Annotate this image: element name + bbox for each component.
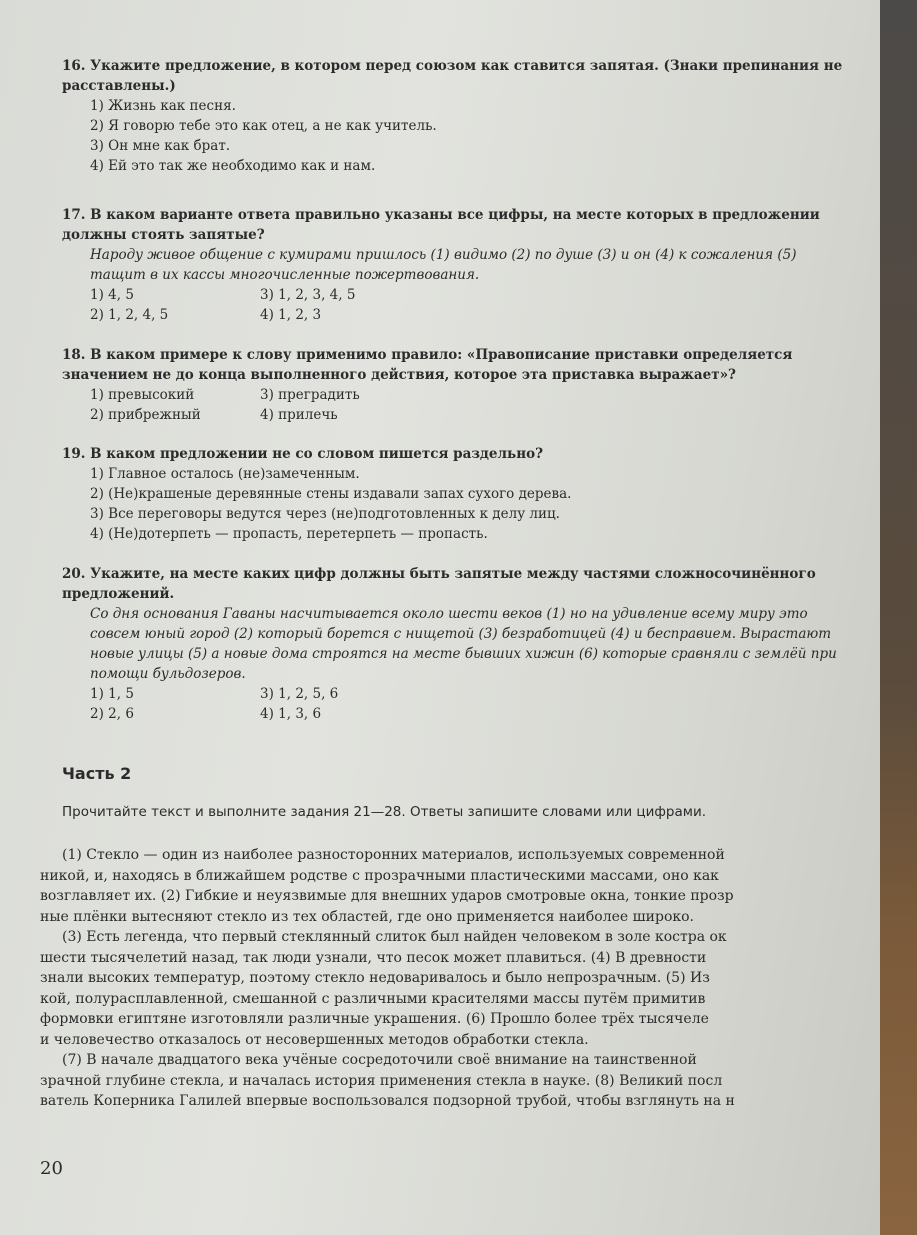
question-18-option-3: 3) преградить (260, 387, 360, 403)
question-18-head: 18. В каком примере к слову применимо правило: «Правописание приставки определяется значением не до конца выполненного действия, которое эта приставка выражает»? (62, 347, 793, 383)
question-17-option-4: 4) 1, 2, 3 (260, 307, 322, 323)
text-line: и человечество отказалось от несовершенных методов обработки стекла. (40, 1031, 589, 1048)
question-18-option-1: 1) превысокий (90, 387, 195, 403)
question-16-option-2: 2) Я говорю тебе это как отец, а не как учитель. (90, 118, 437, 134)
text-line: (7) В начале двадцатого века учёные сосредоточили своё внимание на таинственной (62, 1052, 697, 1068)
question-17-sentence: Народу живое общение с кумирами пришлось (1) видимо (2) по душе (3) и он (4) к сожаления (5) тащит в их кассы многочисленные пожертвования. (90, 247, 797, 283)
question-19-head: 19. В каком предложении не со словом пишется раздельно? (62, 446, 543, 462)
question-16-option-3: 3) Он мне как брат. (90, 138, 231, 154)
question-18-options (62, 385, 852, 425)
question-16-option-4: 4) Ей это так же необходимо как и нам. (90, 158, 376, 174)
text-line: кой, полурасплавленной, смешанной с различными красителями массы путём примитив (40, 990, 706, 1007)
question-17-options (62, 285, 852, 325)
question-16 (62, 56, 852, 176)
text-line: знали высоких температур, поэтому стекло недоваривалось и было непрозрачным. (5) Из (40, 970, 710, 986)
text-line: формовки египтяне изготовляли различные украшения. (6) Прошло более трёх тысячеле (40, 1011, 709, 1027)
text-line: возглавляет их. (2) Гибкие и неуязвимые для внешних ударов смотровые окна, тонкие прозр (40, 888, 734, 904)
question-17-option-1: 1) 4, 5 (90, 287, 134, 303)
question-20-option-4: 4) 1, 3, 6 (260, 706, 322, 722)
question-16-option-1: 1) Жизнь как песня. (90, 98, 236, 114)
question-20-sentence: Со дня основания Гаваны насчитывается около шести веков (1) но на удивление всему миру это совсем юный город (2) который борется с нищетой (3) безработицей (4) и бесправием. Вырастают новые улицы (5) а новые дома строятся на месте бывших хижин (6) которые сравняли с землёй при помощи бульдозеров. (90, 606, 837, 682)
question-19-option-2: 2) (Не)крашеные деревянные стены издавали запах сухого дерева. (90, 486, 572, 502)
question-19 (62, 444, 852, 544)
question-17 (62, 205, 852, 325)
part-2-instruction: Прочитайте текст и выполните задания 21—28. Ответы запишите словами или цифрами. (62, 804, 707, 820)
text-line: зрачной глубине стекла, и началась история применения стекла в науке. (8) Великий посл (40, 1072, 723, 1089)
question-19-option-3: 3) Все переговоры ведутся через (не)подготовленных к делу лиц. (90, 506, 560, 522)
question-17-option-2: 2) 1, 2, 4, 5 (90, 307, 169, 323)
text-line: ватель Коперника Галилей впервые воспользовался подзорной трубой, чтобы взглянуть на н (40, 1093, 735, 1109)
page-number: 20 (40, 1158, 63, 1179)
question-20-option-2: 2) 2, 6 (90, 706, 134, 722)
question-19-option-1: 1) Главное осталось (не)замеченным. (90, 466, 360, 482)
question-17-head: 17. В каком варианте ответа правильно указаны все цифры, на месте которых в предложении должны стоять запятые? (62, 207, 820, 243)
question-20-option-3: 3) 1, 2, 5, 6 (260, 686, 339, 702)
text-line: (3) Есть легенда, что первый стеклянный слиток был найден человеком в золе костра ок (62, 929, 727, 945)
question-19-option-4: 4) (Не)дотерпеть — пропасть, перетерпеть — пропасть. (90, 526, 488, 542)
text-line: никой, и, находясь в ближайшем родстве с прозрачными пластическими массами, оно как (40, 867, 719, 884)
question-20-option-1: 1) 1, 5 (90, 686, 134, 702)
text-line: ные плёнки вытесняют стекло из тех областей, где оно применяется наиболее широко. (40, 908, 695, 925)
reading-text (40, 845, 845, 1112)
question-16-head: 16. Укажите предложение, в котором перед союзом как ставится запятая. (Знаки препинания не расставлены.) (62, 58, 843, 94)
question-17-option-3: 3) 1, 2, 3, 4, 5 (260, 287, 356, 303)
text-line: (1) Стекло — один из наиболее разносторонних материалов, используемых современной (62, 847, 725, 863)
text-line: шести тысячелетий назад, так люди узнали, что песок может плавиться. (4) В древности (40, 949, 707, 966)
question-18-option-2: 2) прибрежный (90, 407, 201, 423)
question-18-option-4: 4) прилечь (260, 407, 338, 423)
question-20 (62, 564, 852, 724)
question-18 (62, 345, 852, 425)
question-20-head: 20. Укажите, на месте каких цифр должны быть запятые между частями сложносочинённого предложений. (62, 566, 816, 602)
question-20-options (62, 684, 852, 724)
part-2-title: Часть 2 (62, 764, 132, 783)
